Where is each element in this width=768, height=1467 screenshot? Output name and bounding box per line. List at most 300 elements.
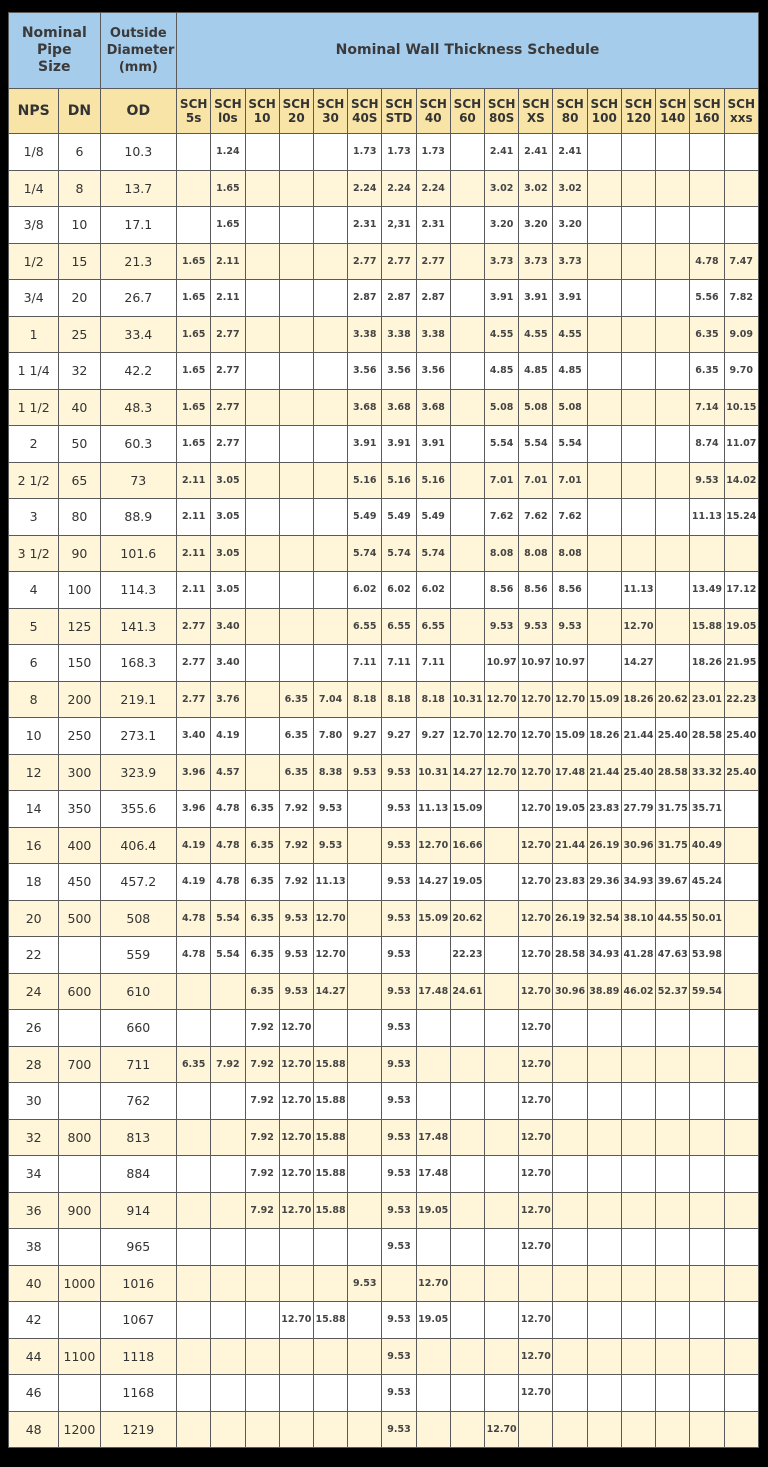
thickness-cell <box>724 937 758 974</box>
thickness-cell: 12.70 <box>519 1229 553 1266</box>
thickness-cell: 12.70 <box>279 1192 313 1229</box>
od-cell: 1067 <box>100 1302 176 1339</box>
thickness-cell: 5.08 <box>485 389 519 426</box>
thickness-cell <box>348 791 382 828</box>
thickness-cell: 3.56 <box>382 353 416 390</box>
thickness-cell <box>348 1375 382 1412</box>
nps-cell: 3/8 <box>9 207 59 244</box>
nps-cell: 3 1/2 <box>9 535 59 572</box>
thickness-cell <box>690 1046 724 1083</box>
thickness-cell: 23.83 <box>553 864 587 901</box>
thickness-cell <box>656 1156 690 1193</box>
thickness-cell <box>450 462 484 499</box>
thickness-cell <box>245 462 279 499</box>
nps-cell: 3/4 <box>9 280 59 317</box>
thickness-cell <box>211 1375 245 1412</box>
thickness-cell <box>211 1010 245 1047</box>
thickness-cell: 21.44 <box>553 827 587 864</box>
dn-cell <box>59 1229 100 1266</box>
thickness-cell: 6.35 <box>690 316 724 353</box>
thickness-cell: 7.92 <box>245 1010 279 1047</box>
thickness-cell: 22.23 <box>724 681 758 718</box>
thickness-cell <box>416 1338 450 1375</box>
thickness-cell: 2.77 <box>177 681 211 718</box>
thickness-cell: 12.70 <box>279 1083 313 1120</box>
thickness-cell <box>177 207 211 244</box>
table-row <box>9 681 759 718</box>
thickness-cell <box>313 1265 347 1302</box>
schedule-prefix: SCH <box>419 97 447 111</box>
thickness-cell <box>450 353 484 390</box>
thickness-cell: 9.53 <box>690 462 724 499</box>
thickness-cell: 20.62 <box>450 900 484 937</box>
thickness-cell: 25.40 <box>656 718 690 755</box>
thickness-cell: 3.40 <box>177 718 211 755</box>
thickness-cell <box>211 1156 245 1193</box>
thickness-cell: 12.70 <box>519 973 553 1010</box>
nps-cell: 48 <box>9 1411 59 1448</box>
thickness-cell <box>587 280 621 317</box>
thickness-cell <box>313 1375 347 1412</box>
thickness-cell: 12.70 <box>519 681 553 718</box>
thickness-cell: 7.11 <box>382 645 416 682</box>
thickness-cell <box>382 1265 416 1302</box>
od-cell: 406.4 <box>100 827 176 864</box>
thickness-cell <box>313 353 347 390</box>
thickness-cell <box>313 1338 347 1375</box>
schedule-prefix: SCH <box>385 97 413 111</box>
od-cell: 10.3 <box>100 134 176 171</box>
thickness-cell <box>313 170 347 207</box>
outside-diameter-header: Outside Diameter (mm) <box>100 13 176 89</box>
thickness-cell <box>177 170 211 207</box>
thickness-cell: 2.87 <box>382 280 416 317</box>
schedule-label: 40S <box>352 111 378 125</box>
thickness-cell <box>485 900 519 937</box>
thickness-cell: 4.78 <box>690 243 724 280</box>
thickness-cell <box>724 207 758 244</box>
nps-cell: 14 <box>9 791 59 828</box>
thickness-cell <box>656 1010 690 1047</box>
od-cell: 457.2 <box>100 864 176 901</box>
thickness-cell: 25.40 <box>724 718 758 755</box>
thickness-cell: 5.08 <box>553 389 587 426</box>
thickness-cell: 7.80 <box>313 718 347 755</box>
thickness-cell <box>656 280 690 317</box>
thickness-cell: 7.92 <box>279 791 313 828</box>
schedule-column-header <box>245 89 279 134</box>
thickness-cell: 7.92 <box>245 1046 279 1083</box>
thickness-cell <box>279 608 313 645</box>
thickness-cell: 5.54 <box>553 426 587 463</box>
pipe-schedule-table <box>8 12 759 1448</box>
dn-cell <box>59 1010 100 1047</box>
thickness-cell <box>621 1156 655 1193</box>
thickness-cell: 14.27 <box>313 973 347 1010</box>
thickness-cell <box>724 1338 758 1375</box>
thickness-cell: 6.35 <box>177 1046 211 1083</box>
schedule-prefix: SCH <box>351 97 379 111</box>
thickness-cell <box>279 353 313 390</box>
thickness-cell <box>485 1010 519 1047</box>
thickness-cell: 8.38 <box>313 754 347 791</box>
thickness-cell <box>724 864 758 901</box>
thickness-cell <box>245 134 279 171</box>
dn-cell: 100 <box>59 572 100 609</box>
thickness-cell: 40.49 <box>690 827 724 864</box>
thickness-cell <box>690 1302 724 1339</box>
thickness-cell: 20.62 <box>656 681 690 718</box>
table-row <box>9 243 759 280</box>
nps-cell: 2 1/2 <box>9 462 59 499</box>
table-row <box>9 973 759 1010</box>
thickness-cell <box>690 535 724 572</box>
thickness-cell <box>313 572 347 609</box>
thickness-cell <box>279 280 313 317</box>
thickness-cell <box>656 1083 690 1120</box>
thickness-cell: 17.12 <box>724 572 758 609</box>
thickness-cell <box>416 937 450 974</box>
thickness-cell <box>485 1265 519 1302</box>
thickness-cell: 30.96 <box>553 973 587 1010</box>
schedule-prefix: SCH <box>658 97 687 111</box>
thickness-cell <box>416 1046 450 1083</box>
nps-cell: 24 <box>9 973 59 1010</box>
thickness-cell: 2.87 <box>348 280 382 317</box>
thickness-cell: 29.36 <box>587 864 621 901</box>
thickness-cell <box>485 1083 519 1120</box>
thickness-cell <box>656 353 690 390</box>
dn-cell <box>59 1156 100 1193</box>
thickness-cell <box>450 499 484 536</box>
od-cell: 1168 <box>100 1375 176 1412</box>
dn-cell: 250 <box>59 718 100 755</box>
thickness-cell: 3.20 <box>553 207 587 244</box>
od-cell: 101.6 <box>100 535 176 572</box>
thickness-cell: 59.54 <box>690 973 724 1010</box>
thickness-cell <box>450 426 484 463</box>
thickness-cell: 12.70 <box>416 1265 450 1302</box>
thickness-cell <box>621 1265 655 1302</box>
thickness-cell <box>656 389 690 426</box>
table-row <box>9 754 759 791</box>
thickness-cell <box>690 1411 724 1448</box>
thickness-cell: 4.19 <box>211 718 245 755</box>
table-row <box>9 1375 759 1412</box>
thickness-cell: 9.53 <box>382 1229 416 1266</box>
thickness-cell: 2.77 <box>416 243 450 280</box>
thickness-cell <box>587 1411 621 1448</box>
thickness-cell <box>313 316 347 353</box>
schedule-label: 140 <box>660 111 686 125</box>
thickness-cell <box>553 1046 587 1083</box>
od-cell: 26.7 <box>100 280 176 317</box>
thickness-cell <box>177 1083 211 1120</box>
thickness-cell <box>656 1411 690 1448</box>
od-cell: 508 <box>100 900 176 937</box>
thickness-cell: 47.63 <box>656 937 690 974</box>
table-row <box>9 426 759 463</box>
thickness-cell: 10.31 <box>416 754 450 791</box>
schedule-column-header <box>279 89 313 134</box>
thickness-cell: 7.62 <box>485 499 519 536</box>
od-cell: 1016 <box>100 1265 176 1302</box>
thickness-cell <box>177 1338 211 1375</box>
table-row <box>9 937 759 974</box>
dn-cell <box>59 1302 100 1339</box>
nps-cell: 1/4 <box>9 170 59 207</box>
table-row <box>9 1083 759 1120</box>
thickness-cell <box>587 389 621 426</box>
dn-cell: 300 <box>59 754 100 791</box>
thickness-cell: 8.56 <box>519 572 553 609</box>
thickness-cell <box>690 1265 724 1302</box>
thickness-cell: 9.09 <box>724 316 758 353</box>
thickness-cell: 12.70 <box>519 718 553 755</box>
thickness-cell: 44.55 <box>656 900 690 937</box>
thickness-cell <box>656 134 690 171</box>
od-cell: 559 <box>100 937 176 974</box>
thickness-cell: 22.23 <box>450 937 484 974</box>
table-row <box>9 389 759 426</box>
table-row <box>9 280 759 317</box>
nps-cell: 36 <box>9 1192 59 1229</box>
thickness-cell: 12.70 <box>519 1083 553 1120</box>
thickness-cell: 6.02 <box>416 572 450 609</box>
thickness-cell <box>211 1338 245 1375</box>
thickness-cell <box>450 1156 484 1193</box>
thickness-cell: 52.37 <box>656 973 690 1010</box>
thickness-cell: 5.54 <box>211 900 245 937</box>
od-cell: 1219 <box>100 1411 176 1448</box>
schedule-column-header <box>690 89 724 134</box>
table-row <box>9 1411 759 1448</box>
thickness-cell: 5.74 <box>416 535 450 572</box>
od-cell: 141.3 <box>100 608 176 645</box>
thickness-cell: 13.49 <box>690 572 724 609</box>
nps-cell: 40 <box>9 1265 59 1302</box>
thickness-cell <box>724 1302 758 1339</box>
nps-cell: 28 <box>9 1046 59 1083</box>
thickness-cell: 9.53 <box>382 864 416 901</box>
thickness-cell: 10.15 <box>724 389 758 426</box>
thickness-cell: 6.02 <box>382 572 416 609</box>
nps-cell: 44 <box>9 1338 59 1375</box>
thickness-cell: 9.53 <box>382 1192 416 1229</box>
thickness-cell <box>245 754 279 791</box>
thickness-cell: 7.14 <box>690 389 724 426</box>
thickness-cell: 10.97 <box>519 645 553 682</box>
thickness-cell: 7.92 <box>245 1083 279 1120</box>
dn-cell: 450 <box>59 864 100 901</box>
thickness-cell <box>656 1302 690 1339</box>
thickness-cell <box>656 572 690 609</box>
thickness-cell <box>450 316 484 353</box>
thickness-cell <box>485 1156 519 1193</box>
thickness-cell: 11.13 <box>313 864 347 901</box>
table-row <box>9 134 759 171</box>
nps-column-header: NPS <box>9 89 59 134</box>
thickness-cell: 9.53 <box>348 754 382 791</box>
thickness-cell: 8.18 <box>416 681 450 718</box>
table-row <box>9 827 759 864</box>
thickness-cell: 35.71 <box>690 791 724 828</box>
schedule-prefix: SCH <box>590 97 619 111</box>
thickness-cell <box>553 1156 587 1193</box>
od-cell: 13.7 <box>100 170 176 207</box>
thickness-cell <box>690 1119 724 1156</box>
thickness-cell: 3.05 <box>211 499 245 536</box>
thickness-cell <box>450 1046 484 1083</box>
thickness-cell: 12.70 <box>279 1156 313 1193</box>
table-row <box>9 1119 759 1156</box>
dn-cell: 20 <box>59 280 100 317</box>
od-cell: 42.2 <box>100 353 176 390</box>
od-cell: 48.3 <box>100 389 176 426</box>
thickness-cell <box>279 499 313 536</box>
dn-cell: 1100 <box>59 1338 100 1375</box>
thickness-cell <box>587 1083 621 1120</box>
thickness-cell <box>485 864 519 901</box>
thickness-cell: 3.68 <box>416 389 450 426</box>
od-cell: 1118 <box>100 1338 176 1375</box>
dn-cell: 6 <box>59 134 100 171</box>
thickness-cell <box>485 1338 519 1375</box>
thickness-cell <box>587 608 621 645</box>
thickness-cell <box>724 1119 758 1156</box>
thickness-cell: 6.35 <box>245 900 279 937</box>
thickness-cell <box>245 1265 279 1302</box>
thickness-cell: 2.77 <box>211 389 245 426</box>
schedule-label: 80 <box>561 111 579 125</box>
schedule-prefix: SCH <box>487 97 516 111</box>
thickness-cell: 3.20 <box>519 207 553 244</box>
schedule-column-header <box>416 89 450 134</box>
thickness-cell: 5.16 <box>348 462 382 499</box>
thickness-cell: 4.78 <box>177 900 211 937</box>
thickness-cell <box>245 718 279 755</box>
thickness-cell <box>724 134 758 171</box>
thickness-cell <box>724 1046 758 1083</box>
thickness-cell <box>450 1083 484 1120</box>
schedule-column-header <box>313 89 347 134</box>
thickness-cell <box>485 973 519 1010</box>
thickness-cell: 12.70 <box>519 1046 553 1083</box>
thickness-cell <box>587 1156 621 1193</box>
thickness-cell <box>656 1229 690 1266</box>
thickness-cell <box>621 389 655 426</box>
thickness-cell <box>279 572 313 609</box>
thickness-cell: 33.32 <box>690 754 724 791</box>
thickness-cell: 5.74 <box>382 535 416 572</box>
thickness-cell: 2.11 <box>177 462 211 499</box>
thickness-cell: 12.70 <box>313 937 347 974</box>
dn-cell: 8 <box>59 170 100 207</box>
thickness-cell: 9.27 <box>348 718 382 755</box>
thickness-cell: 5.56 <box>690 280 724 317</box>
thickness-cell: 3.91 <box>382 426 416 463</box>
thickness-cell: 8.08 <box>519 535 553 572</box>
thickness-cell: 3.73 <box>553 243 587 280</box>
thickness-cell: 28.58 <box>690 718 724 755</box>
od-cell: 610 <box>100 973 176 1010</box>
dn-cell <box>59 1083 100 1120</box>
thickness-cell <box>690 1010 724 1047</box>
thickness-cell <box>587 1338 621 1375</box>
thickness-cell <box>621 170 655 207</box>
thickness-cell <box>587 1046 621 1083</box>
thickness-cell: 9.53 <box>382 1375 416 1412</box>
od-cell: 965 <box>100 1229 176 1266</box>
thickness-cell <box>245 572 279 609</box>
thickness-cell: 23.83 <box>587 791 621 828</box>
schedule-label: 5s <box>185 111 202 125</box>
thickness-cell: 4.57 <box>211 754 245 791</box>
thickness-cell <box>245 243 279 280</box>
thickness-cell <box>656 1375 690 1412</box>
thickness-cell <box>485 1302 519 1339</box>
thickness-cell <box>621 1192 655 1229</box>
thickness-cell <box>348 937 382 974</box>
thickness-cell <box>485 791 519 828</box>
thickness-cell <box>245 1411 279 1448</box>
thickness-cell: 9.53 <box>382 1338 416 1375</box>
thickness-cell <box>656 1046 690 1083</box>
thickness-cell <box>450 134 484 171</box>
schedule-label: XS <box>526 111 545 125</box>
thickness-cell <box>245 1375 279 1412</box>
thickness-cell <box>313 499 347 536</box>
thickness-cell: 3.96 <box>177 791 211 828</box>
thickness-cell <box>245 681 279 718</box>
thickness-cell <box>621 207 655 244</box>
thickness-cell: 9.70 <box>724 353 758 390</box>
thickness-cell: 6.35 <box>245 973 279 1010</box>
thickness-cell: 3.40 <box>211 608 245 645</box>
thickness-cell <box>416 1375 450 1412</box>
thickness-cell: 7.92 <box>279 827 313 864</box>
od-cell: 711 <box>100 1046 176 1083</box>
thickness-cell <box>690 134 724 171</box>
schedule-prefix: SCH <box>693 97 721 111</box>
schedule-prefix: SCH <box>282 97 311 111</box>
thickness-cell: 9.53 <box>348 1265 382 1302</box>
thickness-cell <box>621 426 655 463</box>
thickness-cell: 1.65 <box>177 353 211 390</box>
od-cell: 73 <box>100 462 176 499</box>
thickness-cell: 9.53 <box>382 827 416 864</box>
thickness-cell <box>348 1046 382 1083</box>
thickness-cell: 30.96 <box>621 827 655 864</box>
thickness-cell: 3.05 <box>211 462 245 499</box>
thickness-cell <box>279 1265 313 1302</box>
thickness-cell: 4.78 <box>211 864 245 901</box>
thickness-cell <box>621 462 655 499</box>
thickness-cell <box>690 1375 724 1412</box>
thickness-cell: 28.58 <box>656 754 690 791</box>
dn-cell: 400 <box>59 827 100 864</box>
thickness-cell <box>587 1010 621 1047</box>
thickness-cell: 2.77 <box>211 316 245 353</box>
thickness-cell: 32.54 <box>587 900 621 937</box>
thickness-cell: 8.56 <box>485 572 519 609</box>
thickness-cell <box>313 1229 347 1266</box>
thickness-cell: 5.74 <box>348 535 382 572</box>
thickness-cell: 26.19 <box>587 827 621 864</box>
thickness-cell: 2.77 <box>211 353 245 390</box>
thickness-cell: 19.05 <box>724 608 758 645</box>
thickness-cell: 8.18 <box>348 681 382 718</box>
